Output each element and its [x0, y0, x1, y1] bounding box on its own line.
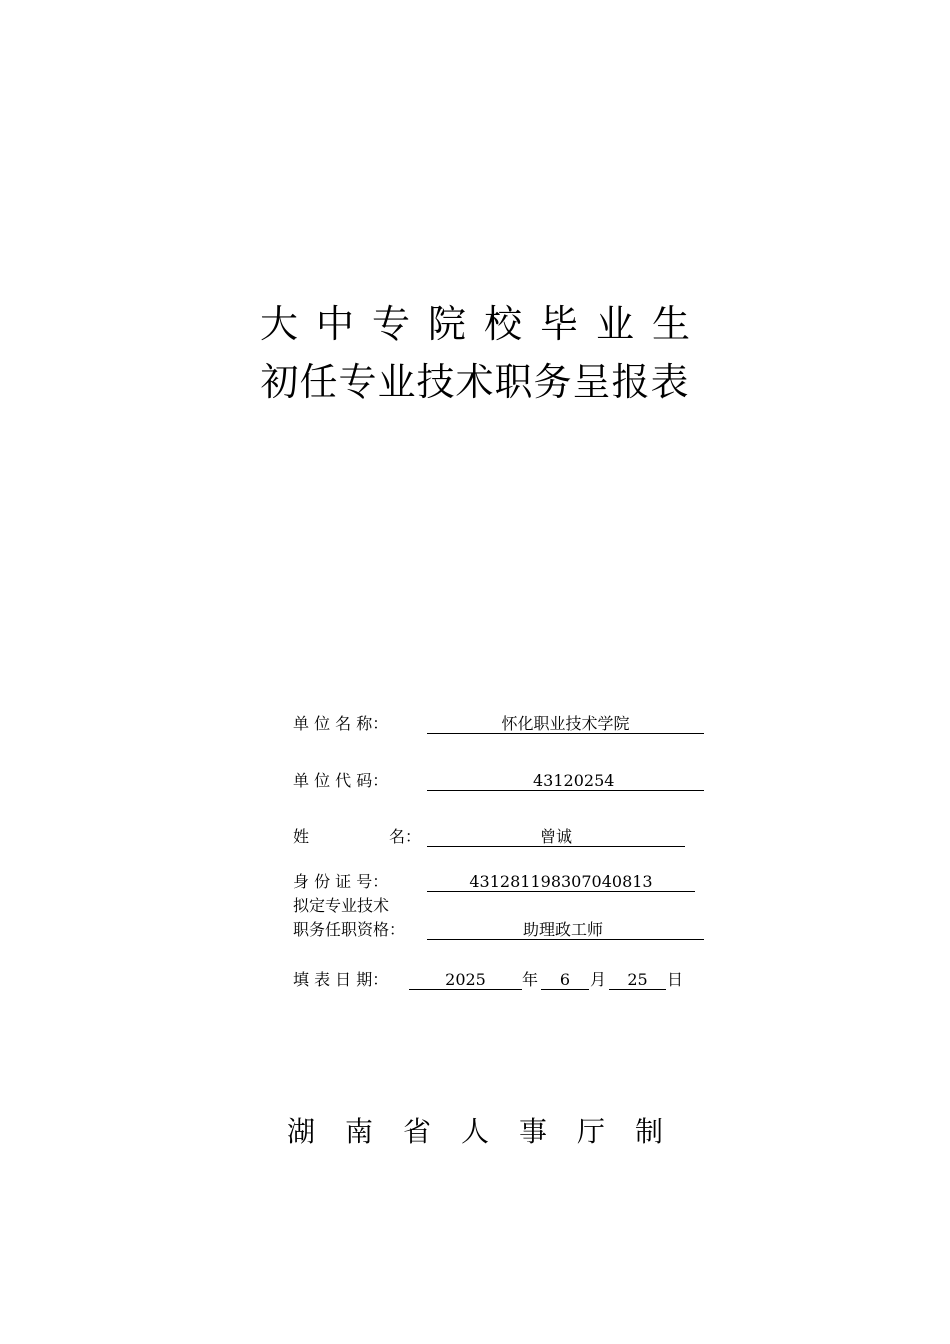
id-number-value: 431281198307040813 — [427, 872, 695, 892]
fill-date-year: 2025 — [409, 970, 522, 990]
name-label-b: 名： — [389, 827, 422, 846]
fill-date-month: 6 — [541, 970, 589, 990]
qualification-label-line1: 拟定专业技术 — [293, 896, 390, 915]
fill-date-label: 填 表 日 期： — [293, 970, 389, 989]
unit-code-label: 单 位 代 码： — [293, 771, 389, 790]
name-value: 曾诚 — [427, 827, 685, 847]
unit-code-value: 43120254 — [427, 771, 704, 791]
id-number-label: 身 份 证 号： — [293, 872, 389, 891]
qualification-label-line2: 职务任职资格： — [293, 920, 406, 939]
unit-name-label: 单 位 名 称： — [293, 714, 389, 733]
fill-date-month-unit: 月 — [590, 970, 607, 989]
form-title-line2: 初任专业技术职务呈报表 — [260, 360, 690, 404]
unit-name-value: 怀化职业技术学院 — [427, 714, 704, 734]
qualification-value: 助理政工师 — [427, 920, 704, 940]
issuer-footer: 湖南省人事厅制 — [286, 1115, 693, 1148]
form-title-line1: 大中专院校毕业生 — [259, 302, 708, 346]
fill-date-day-unit: 日 — [667, 970, 684, 989]
fill-date-year-unit: 年 — [522, 970, 539, 989]
fill-date-day: 25 — [609, 970, 666, 990]
name-label-a: 姓 — [293, 827, 310, 846]
